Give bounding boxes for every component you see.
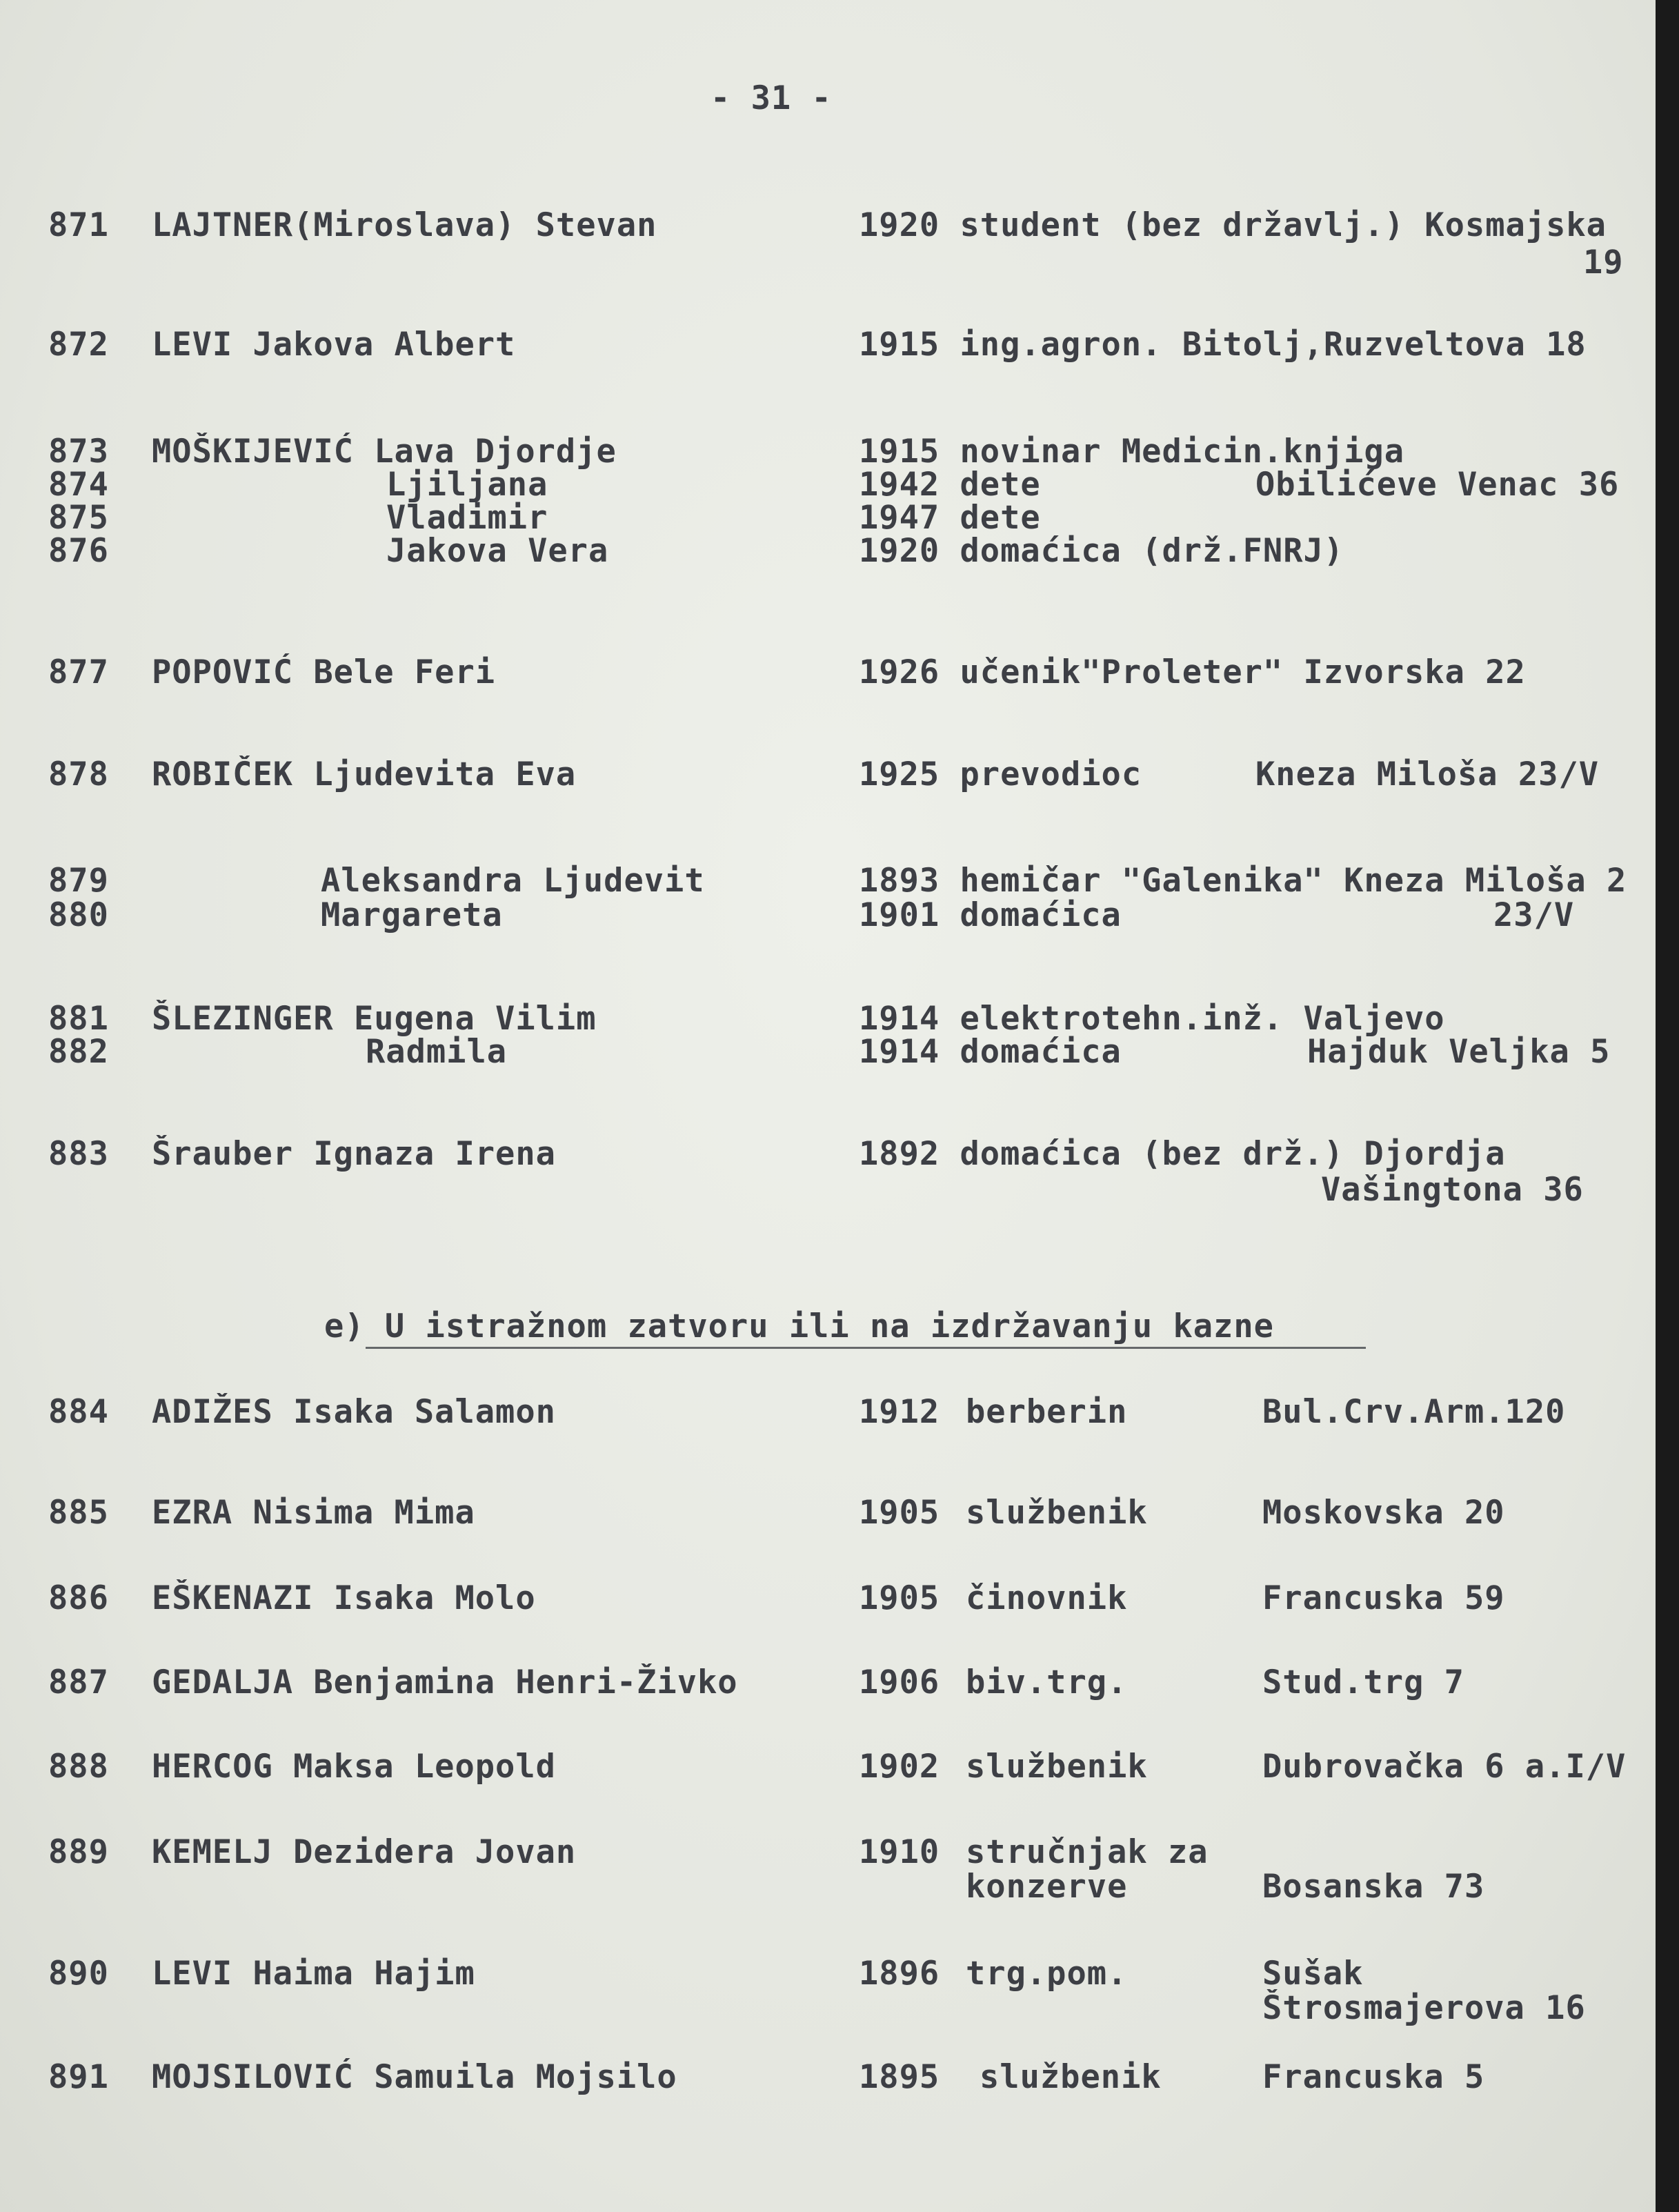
entry-address: Hajduk Veljka 5 [1307, 1033, 1611, 1071]
entry-number: 890 [48, 1955, 109, 1993]
entry-details: 1920 domaćica (drž.FNRJ) [859, 532, 1344, 570]
entry-number: 891 [48, 2058, 109, 2096]
entry-details: 1915 novinar Medicin.knjiga [859, 433, 1405, 471]
entry-year: 1905 [859, 1494, 940, 1532]
entry-name: Ljiljana [386, 466, 548, 504]
entry-number: 880 [48, 896, 109, 934]
entry-name: Vladimir [386, 499, 548, 537]
entry-number: 889 [48, 1833, 109, 1871]
entry-number: 885 [48, 1494, 109, 1532]
entry-details: 1914 elektrotehn.inž. Valjevo [859, 1000, 1445, 1038]
entry-details: 1947 dete [859, 499, 1041, 537]
entry-name: POPOVIĆ Bele Feri [152, 653, 496, 691]
entry-details: 1901 domaćica [859, 896, 1122, 934]
entry-number: 884 [48, 1393, 109, 1431]
entry-name: Jakova Vera [386, 532, 609, 570]
entry-number: 873 [48, 433, 109, 471]
entry-address-continued: Štrosmajerova 16 [1262, 1989, 1586, 2027]
entry-name: Radmila [366, 1033, 508, 1071]
entry-address: Sušak [1262, 1955, 1364, 1993]
entry-details: 1942 dete [859, 466, 1041, 504]
entry-occupation-continued: konzerve [966, 1868, 1128, 1906]
entry-address: Obilićeve Venac 36 [1255, 466, 1620, 504]
entry-occupation: biv.trg. [966, 1663, 1128, 1701]
entry-year: 1905 [859, 1579, 940, 1617]
entry-occupation: stručnjak za [966, 1833, 1209, 1871]
entry-address: Bul.Crv.Arm.120 [1262, 1393, 1566, 1431]
entry-year: 1910 [859, 1833, 940, 1871]
entry-details: 1926 učenik"Proleter" Izvorska 22 [859, 653, 1526, 691]
entry-details: 1925 prevodioc [859, 756, 1142, 793]
entry-year: 1906 [859, 1663, 940, 1701]
entry-address: Francuska 5 [1262, 2058, 1485, 2096]
entry-number: 882 [48, 1033, 109, 1071]
entry-name: MOŠKIJEVIĆ Lava Djordje [152, 433, 617, 471]
entry-number: 876 [48, 532, 109, 570]
entry-name: ŠLEZINGER Eugena Vilim [152, 1000, 597, 1038]
entry-name: EŠKENAZI Isaka Molo [152, 1579, 536, 1617]
entry-year: 1895 [859, 2058, 940, 2096]
entry-name: HERCOG Maksa Leopold [152, 1748, 556, 1786]
entry-occupation: berberin [966, 1393, 1128, 1431]
entry-details: 1920 student (bez državlj.) Kosmajska [859, 206, 1607, 244]
entry-year: 1912 [859, 1393, 940, 1431]
entry-number: 874 [48, 466, 109, 504]
entry-number: 872 [48, 326, 109, 364]
entry-details-continued: Vašingtona 36 [1321, 1171, 1584, 1209]
section-heading: e) U istražnom zatvoru ili na izdržavanju kazne [324, 1307, 1274, 1345]
entry-name: LEVI Jakova Albert [152, 326, 516, 364]
entry-address: Moskovska 20 [1262, 1494, 1505, 1532]
heading-underline [366, 1347, 1366, 1349]
entry-address: Kneza Miloša 23/V [1255, 756, 1600, 793]
entry-name: MOJSILOVIĆ Samuila Mojsilo [152, 2058, 677, 2096]
entry-occupation: službenik [980, 2058, 1162, 2096]
page-number: - 31 - [711, 79, 832, 117]
entry-name: ROBIČEK Ljudevita Eva [152, 756, 577, 793]
entry-year: 1902 [859, 1748, 940, 1786]
entry-number: 878 [48, 756, 109, 793]
entry-occupation: trg.pom. [966, 1955, 1128, 1993]
entry-number: 881 [48, 1000, 109, 1038]
entry-name: EZRA Nisima Mima [152, 1494, 475, 1532]
entry-details: 1892 domaćica (bez drž.) Djordja [859, 1135, 1506, 1173]
entry-number: 886 [48, 1579, 109, 1617]
entry-address: Bosanska 73 [1262, 1868, 1485, 1906]
entry-name: ADIŽES Isaka Salamon [152, 1393, 556, 1431]
entry-details: 1914 domaćica [859, 1033, 1122, 1071]
entry-number: 888 [48, 1748, 109, 1786]
entry-address: Dubrovačka 6 a.I/V [1262, 1748, 1627, 1786]
entry-number: 875 [48, 499, 109, 537]
entry-occupation: službenik [966, 1494, 1148, 1532]
entry-details: 1915 ing.agron. Bitolj,Ruzveltova 18 [859, 326, 1587, 364]
entry-number: 883 [48, 1135, 109, 1173]
entry-name: KEMELJ Dezidera Jovan [152, 1833, 577, 1871]
entry-name: Šrauber Ignaza Irena [152, 1135, 556, 1173]
entry-number: 887 [48, 1663, 109, 1701]
entry-address: Francuska 59 [1262, 1579, 1505, 1617]
entry-address: Stud.trg 7 [1262, 1663, 1464, 1701]
entry-occupation: činovnik [966, 1579, 1128, 1617]
entry-address: 23/V [1493, 896, 1575, 934]
scan-edge [1656, 0, 1679, 2212]
entry-details-continued: 19 [1583, 244, 1624, 282]
entry-number: 877 [48, 653, 109, 691]
entry-details: 1893 hemičar "Galenika" Kneza Miloša 2 [859, 862, 1627, 900]
entry-name: Aleksandra Ljudevit [321, 862, 705, 900]
entry-name: Margareta [321, 896, 503, 934]
entry-number: 871 [48, 206, 109, 244]
entry-year: 1896 [859, 1955, 940, 1993]
entry-name: LEVI Haima Hajim [152, 1955, 475, 1993]
entry-name: LAJTNER(Miroslava) Stevan [152, 206, 657, 244]
entry-number: 879 [48, 862, 109, 900]
entry-name: GEDALJA Benjamina Henri-Živko [152, 1663, 738, 1701]
entry-occupation: službenik [966, 1748, 1148, 1786]
